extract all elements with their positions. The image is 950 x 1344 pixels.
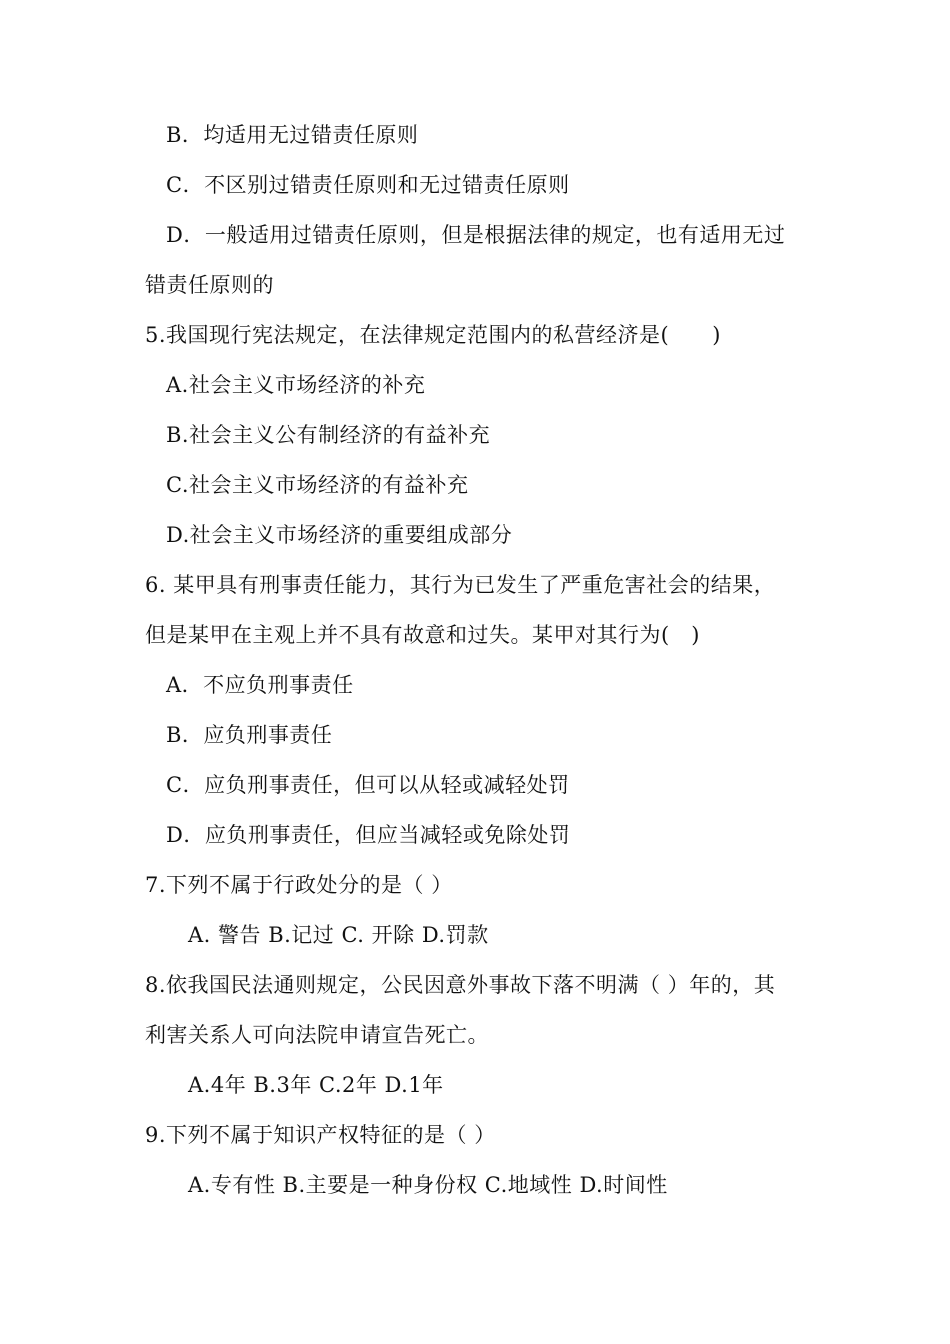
q8-options: A.4年 B.3年 C.2年 D.1年 — [188, 1073, 444, 1097]
q7-options: A. 警告 B.记过 C. 开除 D.罚款 — [188, 923, 489, 947]
question-8: 8.依我国民法通则规定，公民因意外事故下落不明满（ ）年的，其 — [145, 973, 776, 997]
q4-option-c: C．不区别过错责任原则和无过错责任原则 — [166, 173, 570, 197]
question-6-continued: 但是某甲在主观上并不具有故意和过失。某甲对其行为( ) — [145, 623, 700, 647]
q5-option-b: B.社会主义公有制经济的有益补充 — [166, 423, 491, 447]
q5-option-c: C.社会主义市场经济的有益补充 — [166, 473, 469, 497]
question-7: 7.下列不属于行政处分的是（ ） — [145, 873, 453, 897]
question-5: 5.我国现行宪法规定，在法律规定范围内的私营经济是( ) — [145, 323, 721, 347]
q4-option-b: B．均适用无过错责任原则 — [166, 123, 419, 147]
q4-option-d-continued: 错责任原则的 — [145, 273, 274, 297]
q4-option-d: D．一般适用过错责任原则，但是根据法律的规定，也有适用无过 — [166, 223, 786, 247]
question-9: 9.下列不属于知识产权特征的是（ ） — [145, 1123, 496, 1147]
q6-option-c: C．应负刑事责任，但可以从轻或减轻处罚 — [166, 773, 570, 797]
q9-options: A.专有性 B.主要是一种身份权 C.地域性 D.时间性 — [188, 1173, 668, 1197]
q5-option-a: A.社会主义市场经济的补充 — [166, 373, 426, 397]
question-8-continued: 利害关系人可向法院申请宣告死亡。 — [145, 1023, 489, 1047]
q6-option-d: D．应负刑事责任，但应当减轻或免除处罚 — [166, 823, 571, 847]
q6-option-b: B．应负刑事责任 — [166, 723, 333, 747]
question-6: 6. 某甲具有刑事责任能力，其行为已发生了严重危害社会的结果， — [145, 573, 776, 597]
q5-option-d: D.社会主义市场经济的重要组成部分 — [166, 523, 513, 547]
q6-option-a: A．不应负刑事责任 — [166, 673, 354, 697]
